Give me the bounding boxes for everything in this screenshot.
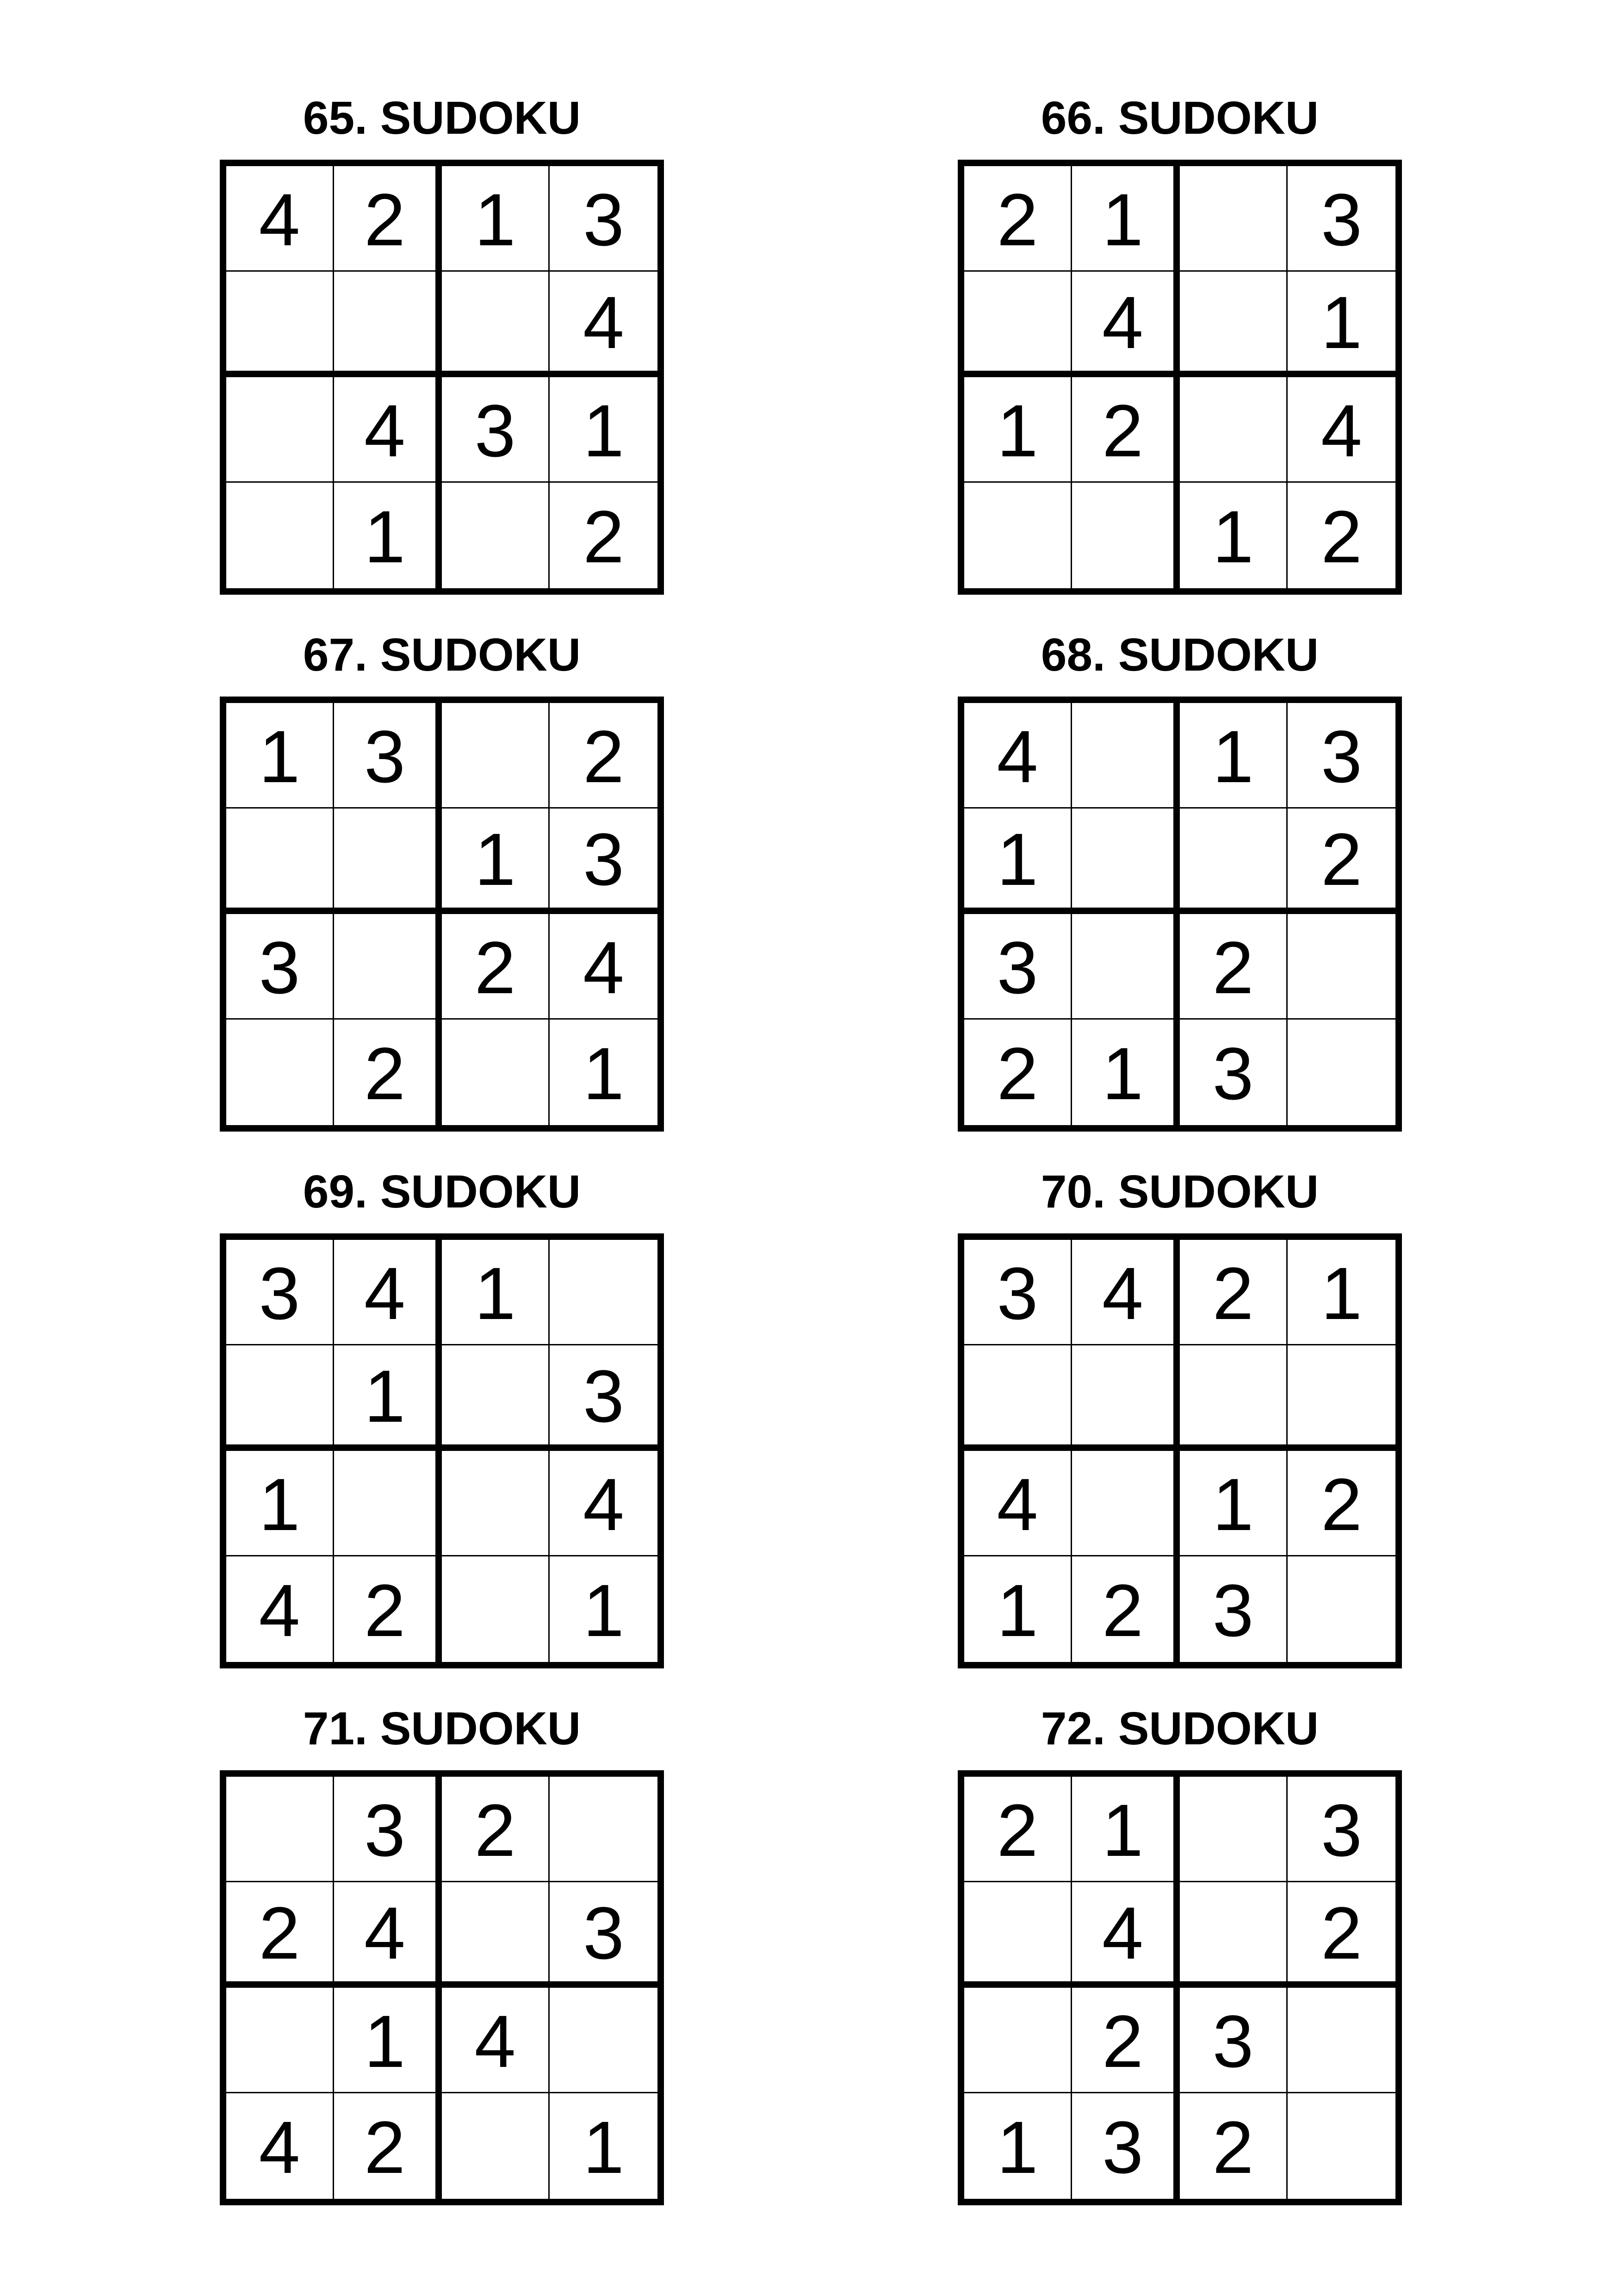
sudoku-cell[interactable] bbox=[226, 483, 334, 588]
sudoku-grid bbox=[958, 1770, 1402, 2205]
sudoku-cell[interactable]: 3 bbox=[226, 1240, 334, 1345]
sudoku-cell[interactable]: 3 bbox=[1180, 1020, 1288, 1125]
sudoku-cell[interactable]: 2 bbox=[334, 1020, 442, 1125]
sudoku-cell[interactable]: 1 bbox=[1180, 703, 1288, 809]
sudoku-cell[interactable]: 2 bbox=[1180, 914, 1288, 1020]
sudoku-cell[interactable] bbox=[334, 1451, 442, 1556]
sudoku-cell[interactable]: 3 bbox=[964, 914, 1072, 1020]
sudoku-cell[interactable] bbox=[1288, 1988, 1395, 2093]
sudoku-cell[interactable] bbox=[1072, 483, 1180, 588]
sudoku-cell[interactable] bbox=[334, 914, 442, 1020]
sudoku-cell[interactable]: 2 bbox=[442, 914, 550, 1020]
sudoku-cell[interactable]: 1 bbox=[442, 166, 550, 272]
sudoku-cell[interactable]: 1 bbox=[442, 809, 550, 914]
puzzle-title: 70. SUDOKU bbox=[1041, 1166, 1319, 1218]
sudoku-cell[interactable] bbox=[1072, 914, 1180, 1020]
sudoku-cell[interactable] bbox=[226, 377, 334, 483]
sudoku-cell[interactable] bbox=[1180, 166, 1288, 272]
sudoku-cell[interactable]: 4 bbox=[964, 703, 1072, 809]
sudoku-cell[interactable]: 4 bbox=[1288, 377, 1395, 483]
sudoku-cell[interactable]: 1 bbox=[583, 2106, 624, 2189]
sudoku-cell[interactable] bbox=[964, 1882, 1072, 1988]
sudoku-cell[interactable]: 4 bbox=[442, 1988, 550, 2093]
sudoku-grid bbox=[958, 160, 1402, 595]
sudoku-cell[interactable]: 1 bbox=[1288, 1240, 1395, 1345]
sudoku-cell[interactable]: 1 bbox=[334, 1345, 442, 1451]
sudoku-grid bbox=[220, 697, 664, 1132]
sudoku-cell[interactable] bbox=[226, 1345, 334, 1451]
sudoku-cell[interactable]: 2 bbox=[1288, 1882, 1395, 1988]
sudoku-cell[interactable]: 1 bbox=[583, 1569, 624, 1652]
sudoku-cell[interactable] bbox=[1180, 272, 1288, 377]
sudoku-cell[interactable] bbox=[550, 1240, 657, 1345]
sudoku-cell[interactable]: 3 bbox=[1288, 703, 1395, 809]
sudoku-cell[interactable]: 1 bbox=[334, 1988, 442, 2093]
sudoku-cell[interactable]: 4 bbox=[226, 2093, 334, 2199]
sudoku-cell[interactable] bbox=[1288, 1556, 1395, 1662]
sudoku-cell[interactable] bbox=[964, 1988, 1072, 2093]
sudoku-cell[interactable] bbox=[226, 1020, 334, 1125]
sudoku-cell[interactable]: 1 bbox=[442, 1240, 550, 1345]
sudoku-cell[interactable]: 4 bbox=[1072, 272, 1180, 377]
sudoku-cell[interactable] bbox=[442, 1345, 550, 1451]
sudoku-cell[interactable] bbox=[442, 1451, 550, 1556]
puzzle-title: 72. SUDOKU bbox=[1041, 1703, 1319, 1755]
sudoku-cell[interactable]: 1 bbox=[1072, 166, 1180, 272]
sudoku-cell[interactable] bbox=[964, 272, 1072, 377]
sudoku-cell[interactable] bbox=[226, 272, 334, 377]
sudoku-cell[interactable]: 2 bbox=[334, 1556, 442, 1662]
sudoku-cell[interactable] bbox=[964, 483, 1072, 588]
sudoku-cell[interactable]: 3 bbox=[1180, 1988, 1288, 2093]
sudoku-cell[interactable]: 3 bbox=[1072, 2093, 1180, 2199]
sudoku-cell[interactable] bbox=[1180, 1345, 1288, 1451]
sudoku-cell[interactable]: 4 bbox=[334, 377, 442, 483]
sudoku-cell[interactable]: 4 bbox=[1072, 1882, 1180, 1988]
sudoku-cell[interactable] bbox=[964, 1345, 1072, 1451]
sudoku-cell[interactable]: 1 bbox=[964, 1556, 1072, 1662]
sudoku-cell[interactable]: 2 bbox=[1321, 495, 1362, 578]
sudoku-cell[interactable]: 2 bbox=[1072, 1556, 1180, 1662]
sudoku-cell[interactable] bbox=[226, 1988, 334, 2093]
sudoku-cell[interactable] bbox=[1072, 1451, 1180, 1556]
sudoku-grid bbox=[220, 1233, 664, 1668]
sudoku-cell[interactable]: 3 bbox=[964, 1240, 1072, 1345]
sudoku-cell[interactable]: 4 bbox=[334, 1240, 442, 1345]
sudoku-grid bbox=[958, 697, 1402, 1132]
sudoku-cell[interactable] bbox=[442, 703, 550, 809]
sudoku-cell[interactable]: 2 bbox=[583, 495, 624, 578]
sudoku-cell[interactable]: 3 bbox=[550, 166, 657, 272]
sudoku-cell[interactable] bbox=[1288, 2093, 1395, 2199]
sudoku-cell[interactable]: 2 bbox=[1180, 1240, 1288, 1345]
sudoku-cell[interactable] bbox=[1180, 1882, 1288, 1988]
sudoku-cell[interactable]: 1 bbox=[1180, 1451, 1288, 1556]
sudoku-cell[interactable]: 4 bbox=[226, 1556, 334, 1662]
sudoku-cell[interactable] bbox=[1072, 1345, 1180, 1451]
sudoku-cell[interactable]: 2 bbox=[1180, 2093, 1288, 2199]
sudoku-cell[interactable] bbox=[1288, 1345, 1395, 1451]
sudoku-cell[interactable]: 3 bbox=[550, 1345, 657, 1451]
sudoku-cell[interactable]: 4 bbox=[550, 272, 657, 377]
sudoku-grid bbox=[220, 1770, 664, 2205]
sudoku-cell[interactable]: 2 bbox=[226, 1882, 334, 1988]
sudoku-cell[interactable]: 3 bbox=[334, 1777, 442, 1882]
sudoku-cell[interactable]: 2 bbox=[550, 703, 657, 809]
sudoku-cell[interactable]: 1 bbox=[334, 483, 442, 588]
sudoku-cell[interactable] bbox=[442, 1020, 550, 1125]
sudoku-cell[interactable] bbox=[442, 2093, 550, 2199]
puzzle-title: 67. SUDOKU bbox=[303, 629, 581, 681]
sudoku-cell[interactable]: 1 bbox=[964, 809, 1072, 914]
sudoku-cell[interactable] bbox=[226, 809, 334, 914]
sudoku-cell[interactable] bbox=[226, 1777, 334, 1882]
sudoku-cell[interactable]: 3 bbox=[1288, 1777, 1395, 1882]
sudoku-grid bbox=[958, 1233, 1402, 1668]
sudoku-cell[interactable]: 2 bbox=[442, 1777, 550, 1882]
sudoku-cell[interactable] bbox=[1288, 914, 1395, 1020]
sudoku-cell[interactable]: 3 bbox=[1180, 1556, 1288, 1662]
sudoku-cell[interactable]: 3 bbox=[226, 914, 334, 1020]
sudoku-cell[interactable]: 1 bbox=[1288, 272, 1395, 377]
puzzle-title: 65. SUDOKU bbox=[303, 92, 581, 144]
sudoku-cell[interactable]: 1 bbox=[550, 377, 657, 483]
sudoku-cell[interactable] bbox=[1180, 1777, 1288, 1882]
sudoku-cell[interactable]: 2 bbox=[1072, 1988, 1180, 2093]
sudoku-cell[interactable] bbox=[1288, 1020, 1395, 1125]
sudoku-cell[interactable]: 1 bbox=[226, 1451, 334, 1556]
sudoku-cell[interactable] bbox=[550, 1988, 657, 2093]
sudoku-cell[interactable] bbox=[442, 272, 550, 377]
sudoku-cell[interactable]: 3 bbox=[1288, 166, 1395, 272]
sudoku-cell[interactable] bbox=[442, 483, 550, 588]
sudoku-cell[interactable]: 4 bbox=[1072, 1240, 1180, 1345]
sudoku-cell[interactable]: 1 bbox=[964, 2093, 1072, 2199]
sudoku-cell[interactable]: 3 bbox=[442, 377, 550, 483]
puzzle-title: 66. SUDOKU bbox=[1041, 92, 1319, 144]
sudoku-cell[interactable]: 1 bbox=[226, 703, 334, 809]
sudoku-cell[interactable]: 2 bbox=[964, 1777, 1072, 1882]
sudoku-cell[interactable]: 2 bbox=[1072, 377, 1180, 483]
puzzle-title: 68. SUDOKU bbox=[1041, 629, 1319, 681]
sudoku-cell[interactable]: 2 bbox=[964, 1020, 1072, 1125]
sudoku-cell[interactable] bbox=[1180, 809, 1288, 914]
sudoku-cell[interactable]: 4 bbox=[334, 1882, 442, 1988]
sudoku-cell[interactable] bbox=[550, 1777, 657, 1882]
sudoku-cell[interactable]: 4 bbox=[550, 1451, 657, 1556]
sudoku-cell[interactable] bbox=[442, 1556, 550, 1662]
sudoku-cell[interactable]: 1 bbox=[1072, 1020, 1180, 1125]
sudoku-cell[interactable] bbox=[1072, 809, 1180, 914]
sudoku-cell[interactable]: 1 bbox=[583, 1032, 624, 1115]
sudoku-cell[interactable] bbox=[334, 272, 442, 377]
puzzle-title: 71. SUDOKU bbox=[303, 1703, 581, 1755]
sudoku-cell[interactable]: 4 bbox=[226, 166, 334, 272]
sudoku-cell[interactable]: 2 bbox=[1288, 809, 1395, 914]
puzzle-title: 69. SUDOKU bbox=[303, 1166, 581, 1218]
sudoku-cell[interactable]: 3 bbox=[550, 809, 657, 914]
sudoku-cell[interactable]: 3 bbox=[334, 703, 442, 809]
sudoku-cell[interactable] bbox=[334, 809, 442, 914]
sudoku-cell[interactable]: 2 bbox=[964, 166, 1072, 272]
sudoku-cell[interactable]: 2 bbox=[334, 166, 442, 272]
sudoku-cell[interactable] bbox=[1072, 703, 1180, 809]
sudoku-cell[interactable]: 4 bbox=[964, 1451, 1072, 1556]
sudoku-grid bbox=[220, 160, 664, 595]
sudoku-cell[interactable]: 1 bbox=[1180, 483, 1288, 588]
sudoku-cell[interactable]: 4 bbox=[550, 914, 657, 1020]
sudoku-cell[interactable]: 1 bbox=[964, 377, 1072, 483]
sudoku-cell[interactable]: 1 bbox=[1072, 1777, 1180, 1882]
sudoku-cell[interactable]: 2 bbox=[1288, 1451, 1395, 1556]
sudoku-cell[interactable]: 3 bbox=[550, 1882, 657, 1988]
sudoku-cell[interactable] bbox=[1180, 377, 1288, 483]
sudoku-cell[interactable] bbox=[442, 1882, 550, 1988]
sudoku-cell[interactable]: 2 bbox=[334, 2093, 442, 2199]
